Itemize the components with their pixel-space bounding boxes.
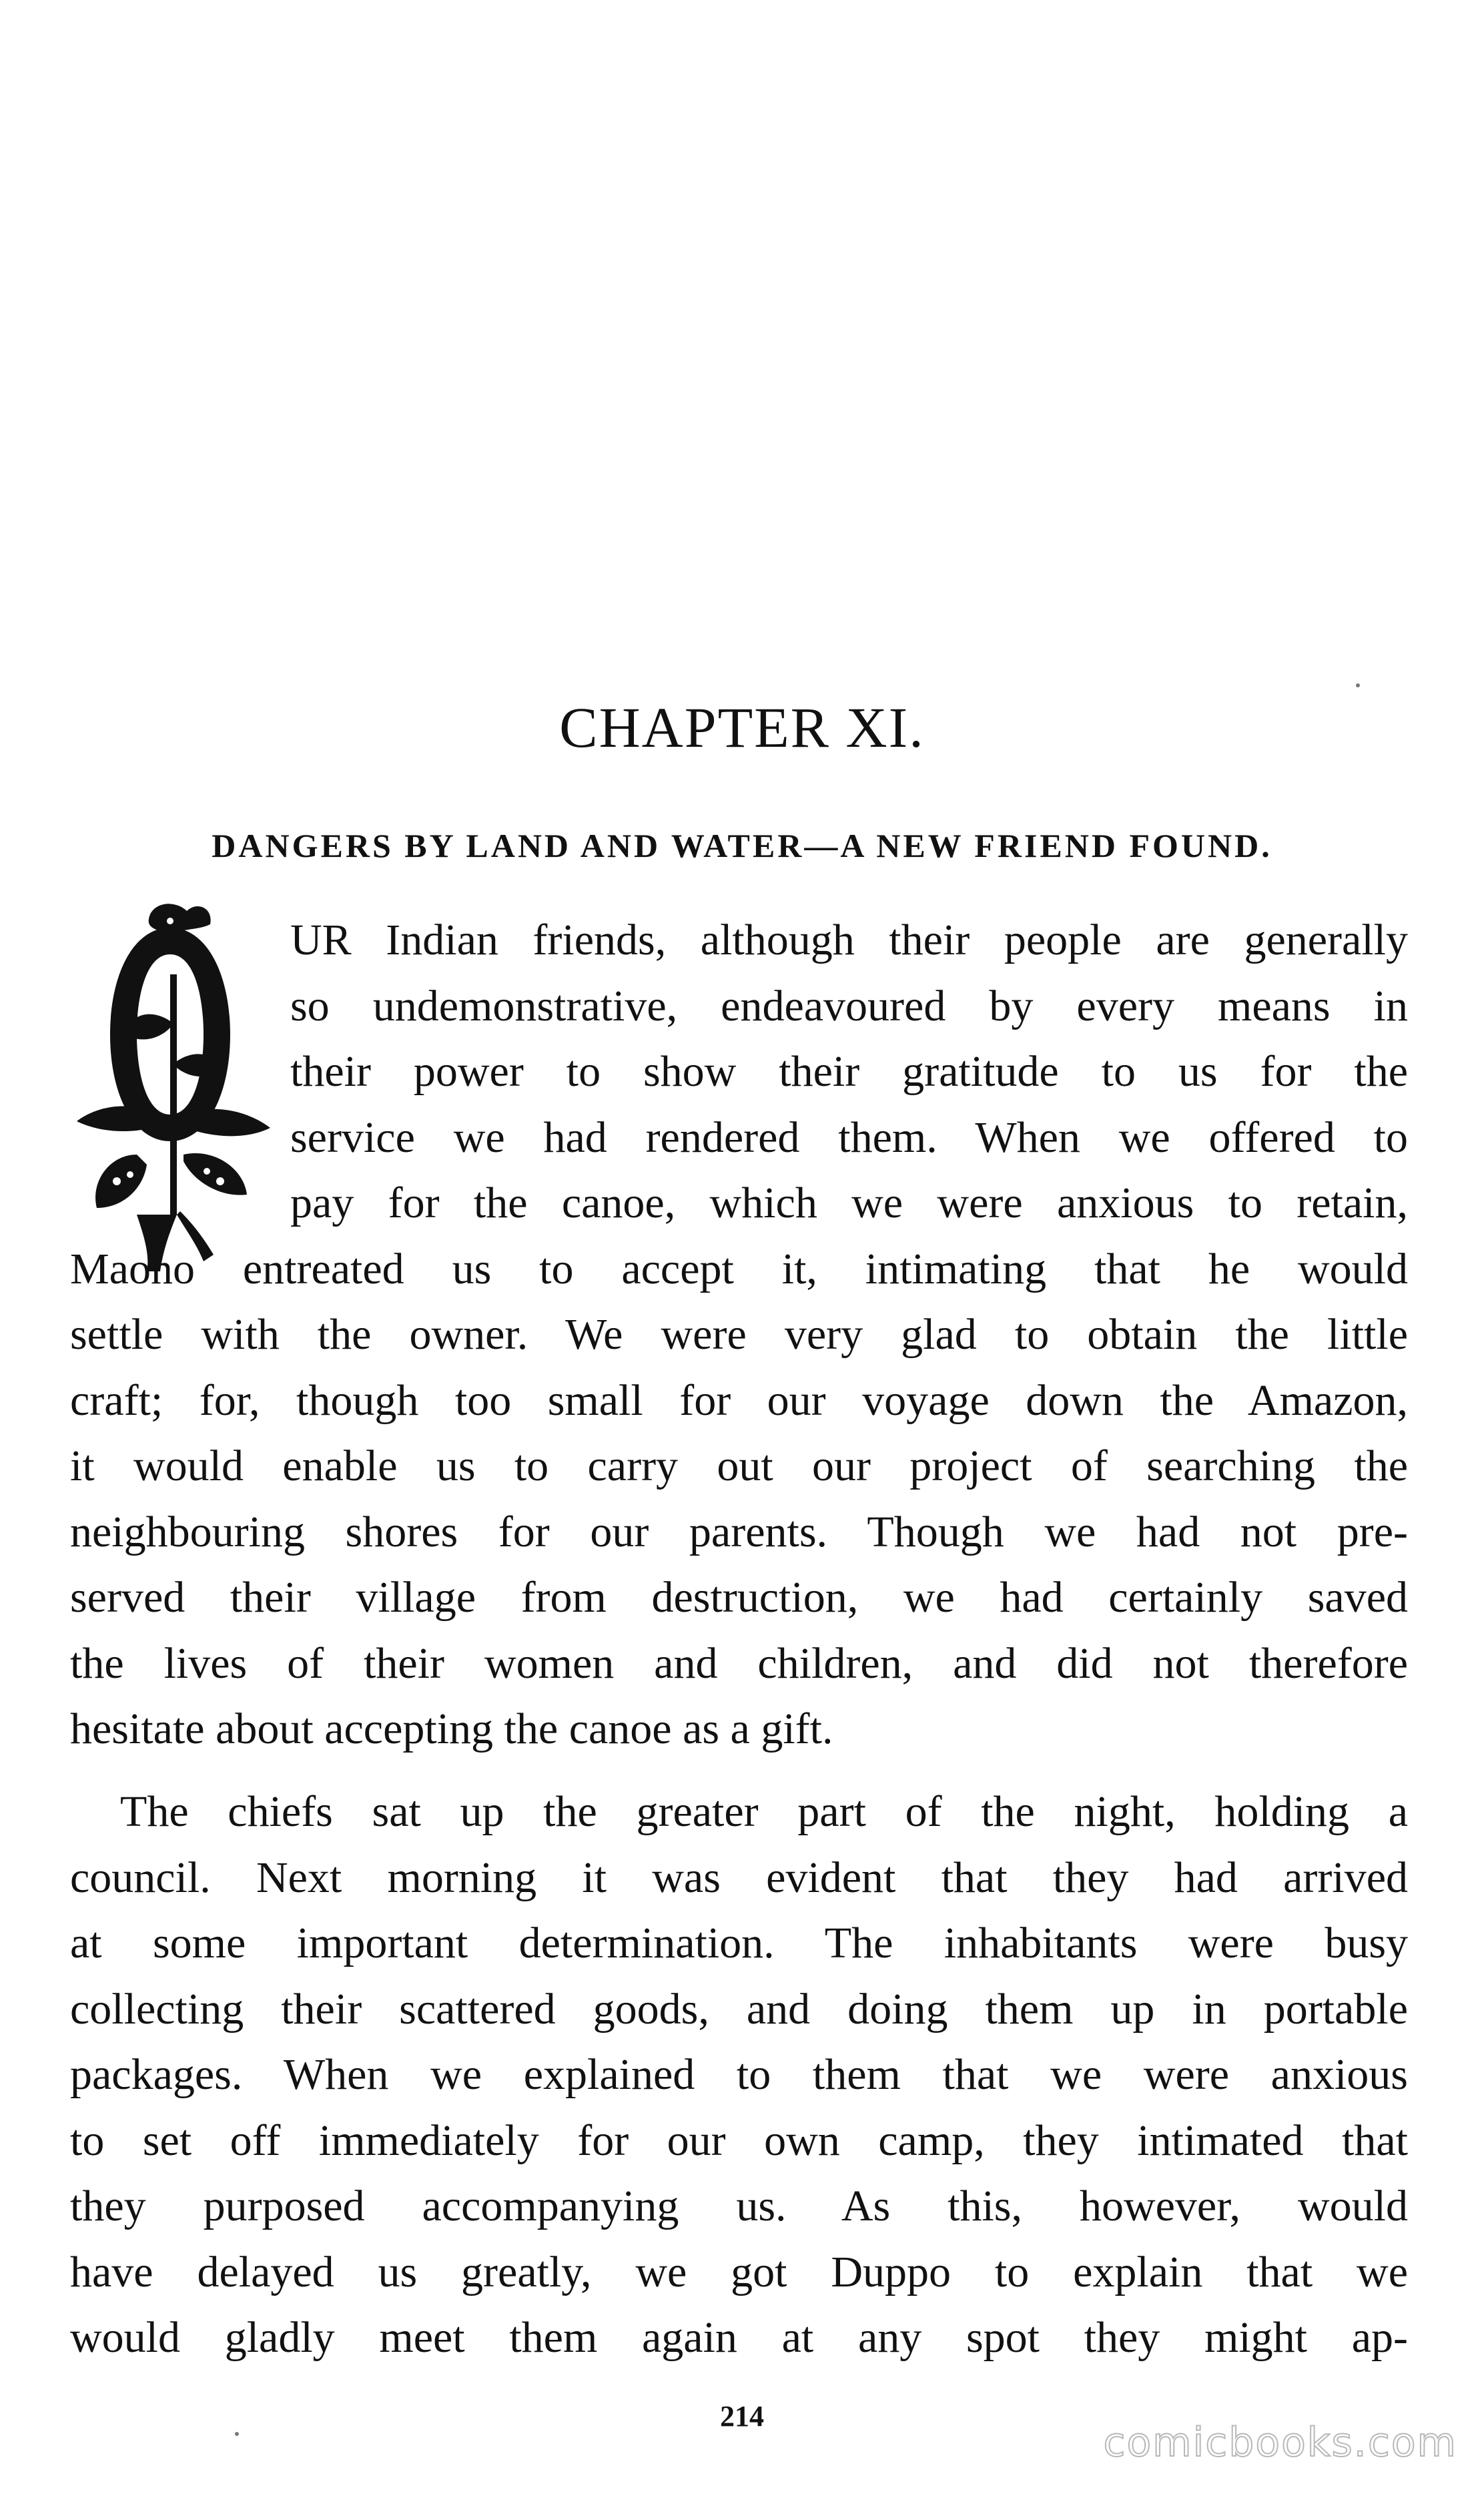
text-line: neighbouring shores for our parents. Though we had not pre- [70, 1507, 1408, 1556]
paragraph-1 [70, 908, 1408, 1763]
text-line: served their village from destruction, we had certainly saved [70, 1573, 1408, 1622]
text-line: they purposed accompanying us. As this, however, would [70, 2182, 1408, 2230]
text-line: would gladly meet them again at any spot they might ap- [70, 2313, 1408, 2362]
chapter-subtitle: DANGERS BY LAND AND WATER—A NEW FRIEND FOUND. [212, 827, 1272, 864]
text-line: craft; for, though too small for our voyage down the Amazon, [70, 1375, 1408, 1425]
text-line: the lives of their women and children, and did not therefore [70, 1638, 1408, 1688]
text-line: council. Next morning it was evident that they had arrived [70, 1853, 1408, 1902]
chapter-title: CHAPTER XI. [559, 695, 925, 759]
text-line: UR Indian friends, although their people are generally [290, 916, 1408, 964]
page-number: 214 [720, 2400, 764, 2433]
paragraph-2 [70, 1779, 1408, 2371]
watermark-text: comicbooks.com [1103, 2419, 1457, 2466]
text-line: at some important determination. The inhabitants were busy [70, 1919, 1408, 1967]
text-line: packages. When we explained to them that we were anxious [70, 2050, 1408, 2099]
text-line: The chiefs sat up the greater part of the night, holding a [120, 1787, 1408, 1836]
text-line: to set off immediately for our own camp, they intimated that [70, 2116, 1408, 2165]
text-line: pay for the canoe, which we were anxious to retain, [290, 1179, 1408, 1227]
text-line: hesitate about accepting the canoe as a gift. [70, 1704, 833, 1753]
text-line: collecting their scattered goods, and doing them up in portable [70, 1984, 1408, 2034]
text-line: so undemonstrative, endeavoured by every means in [290, 981, 1408, 1030]
scan-speck [1356, 683, 1360, 687]
text-line: their power to show their gratitude to us for the [290, 1047, 1408, 1096]
text-line: Maono entreated us to accept it, intimating that he would [70, 1244, 1408, 1293]
text-line: service we had rendered them. When we offered to [290, 1113, 1408, 1162]
text-line: settle with the owner. We were very glad to obtain the little [70, 1310, 1408, 1359]
text-line: it would enable us to carry out our project of searching the [70, 1442, 1408, 1490]
text-line: have delayed us greatly, we got Duppo to explain that we [70, 2247, 1408, 2296]
scan-speck [235, 2432, 239, 2436]
